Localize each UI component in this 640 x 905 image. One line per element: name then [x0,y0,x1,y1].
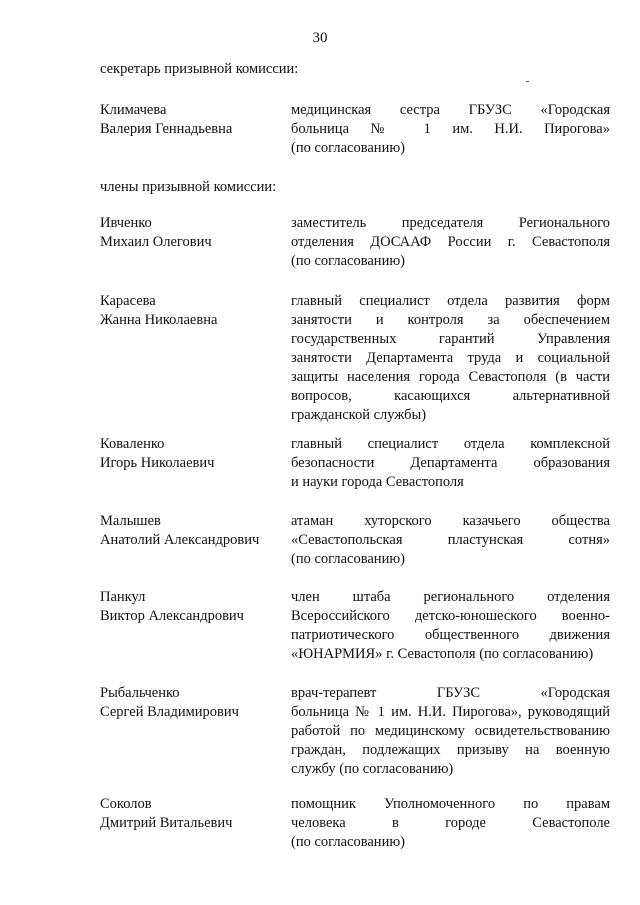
role-line: гражданской службы) [291,407,427,423]
person-role [291,435,610,492]
person-name [100,512,280,550]
person-surname: Панкул [100,589,146,605]
person-surname: Климачева [100,102,167,118]
person-name [100,101,280,139]
role-line: патриотического общественного движения [291,627,610,643]
person-role [291,512,610,569]
role-line: медицинская сестра ГБУЗС «Городская [291,102,610,118]
person-surname: Рыбальченко [100,685,180,701]
person-name [100,684,280,722]
role-line: больница № 1 им. Н.И. Пирогова», руководящий [291,704,610,720]
person-surname: Малышев [100,513,161,529]
role-line: больница № 1 им. Н.И. Пирогова» [291,121,610,137]
person-role [291,684,610,779]
person-name [100,795,280,833]
person-role [291,101,610,158]
secretary-heading: секретарь призывной комиссии: [100,61,299,77]
role-line: отделения ДОСААФ России г. Севастополя [291,234,610,250]
role-line: граждан, подлежащих призыву на военную [291,742,610,758]
person-given-names: Виктор Александрович [100,608,244,624]
members-heading: члены призывной комиссии: [100,179,277,195]
role-line: службу (по согласованию) [291,761,454,777]
scan-mark [526,81,529,82]
person-role [291,588,610,664]
role-line: атаман хуторского казачьего общества [291,513,610,529]
role-line: (по согласованию) [291,253,405,269]
role-line: и науки города Севастополя [291,474,464,490]
person-role [291,292,610,425]
page-number: 30 [312,30,328,46]
person-given-names: Михаил Олегович [100,234,212,250]
role-line: защиты населения города Севастополя (в части [291,369,610,385]
person-role [291,795,610,852]
role-line: Всероссийского детско-юношеского военно- [291,608,610,624]
role-line: занятости Департамента труда и социальной [291,350,610,366]
role-line: «ЮНАРМИЯ» г. Севастополя (по согласованию) [291,646,594,662]
person-given-names: Анатолий Александрович [100,532,260,548]
person-given-names: Жанна Николаевна [100,312,218,328]
person-given-names: Валерия Геннадьевна [100,121,233,137]
role-line: член штаба регионального отделения [291,589,610,605]
role-line: помощник Уполномоченного по правам [291,796,610,812]
person-given-names: Игорь Николаевич [100,455,215,471]
person-given-names: Дмитрий Витальевич [100,815,233,831]
person-given-names: Сергей Владимирович [100,704,239,720]
role-line: «Севастопольская пластунская сотня» [291,532,610,548]
role-line: (по согласованию) [291,551,405,567]
person-role [291,214,610,271]
person-name [100,588,280,626]
role-line: государственных гарантий Управления [291,331,610,347]
person-surname: Карасева [100,293,156,309]
role-line: безопасности Департамента образования [291,455,610,471]
role-line: заместитель председателя Регионального [291,215,610,231]
person-surname: Коваленко [100,436,165,452]
person-surname: Соколов [100,796,152,812]
person-name [100,292,280,330]
role-line: человека в городе Севастополе [291,815,610,831]
role-line: (по согласованию) [291,140,405,156]
role-line: главный специалист отдела комплексной [291,436,610,452]
person-name [100,435,280,473]
person-name [100,214,280,252]
role-line: работой по медицинскому освидетельствованию [291,723,610,739]
role-line: занятости и контроля за обеспечением [291,312,610,328]
role-line: вопросов, касающихся альтернативной [291,388,610,404]
role-line: врач-терапевт ГБУЗС «Городская [291,685,610,701]
person-surname: Ивченко [100,215,152,231]
role-line: главный специалист отдела развития форм [291,293,610,309]
role-line: (по согласованию) [291,834,405,850]
